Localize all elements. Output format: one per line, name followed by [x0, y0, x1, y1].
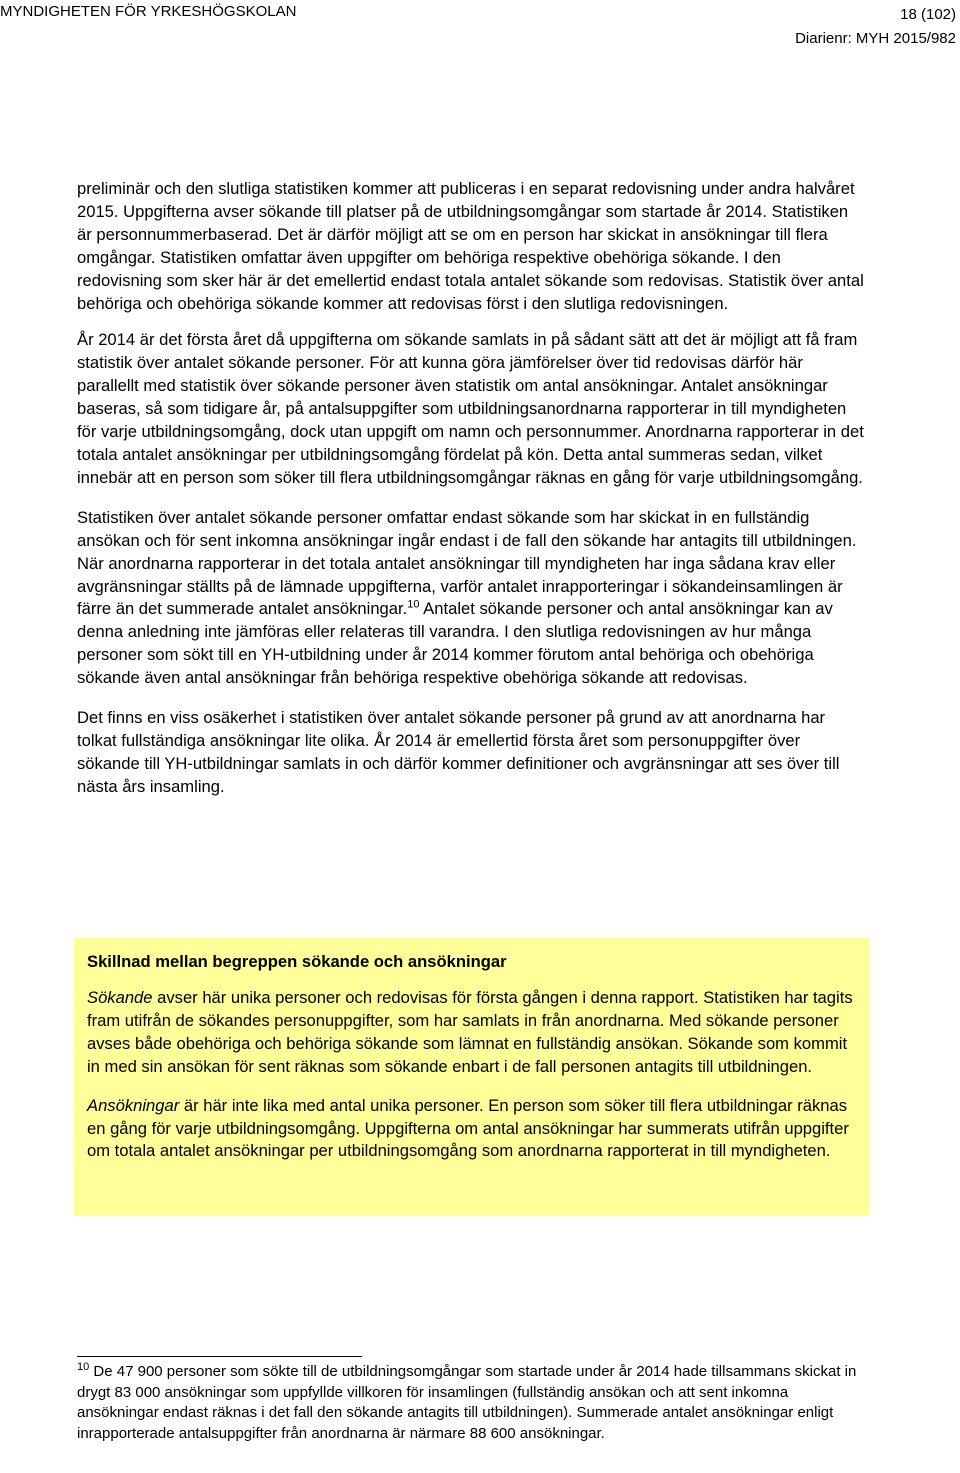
footnote	[77, 1362, 867, 1444]
definition-box-title: Skillnad mellan begreppen sökande och ansökningar	[87, 952, 507, 971]
agency-name: MYNDIGHETEN FÖR YRKESHÖGSKOLAN	[0, 3, 297, 20]
footnote-reference[interactable]: 10	[407, 598, 420, 611]
main-content	[77, 178, 867, 816]
definition-text: är här inte lika med antal unika personer. En person som söker till flera utbildningar räknas en gång för varje utbildningsomgång. Uppgifterna om antal ansökningar har summerats utifrån uppgifter om totala antalet ansökningar per utbildningsomgång som anordnarna rapporterat in till myndigheten.	[87, 1095, 849, 1161]
definition-text: avser här unika personer och redovisas för första gången i denna rapport. Statistiken har tagits fram utifrån de sökandes personuppgifter, som har samlats in från anordnarna. Med sökande personer avses både obehöriga och behöriga sökande som lämnat en fullständig ansökan. Sökande som kommit in med sin ansökan för sent räknas som sökande enbart i de fall personen antagits till utbildningen.	[87, 988, 853, 1076]
term-ansokningar: Ansökningar	[87, 1095, 180, 1115]
paragraph-text: Antalet sökande personer och antal ansökningar kan av denna anledning inte jämföras eller relateras till varandra. I den slutliga redovisningen av hur många personer som sökt till en YH-utbildning under år 2014 kommer förutom antal behöriga och obehöriga sökande även antal ansökningar från behöriga respektive obehöriga sökande att redovisas.	[77, 599, 833, 688]
footnote-divider	[77, 1356, 362, 1357]
footnote-number: 10	[77, 1361, 90, 1373]
term-sokande: Sökande	[87, 988, 153, 1007]
page-number: 18 (102)	[900, 6, 956, 23]
footnote-text: De 47 900 personer som sökte till de utbildningsomgångar som startade under år 2014 hade tillsammans skickat in drygt 83 000 ansökningar som uppfyllde villkoren för insamlingen (fullständig ansökan och att sent inkomna ansökningar endast räknas i det fall den sökande antagits till utbildningen). Summerade antalet ansökningar enligt inrapporterade antalsuppgifter från anordnarna är närmare 88 600 ansökningar.	[77, 1363, 857, 1442]
definition-box	[74, 938, 869, 1216]
header-right	[795, 3, 956, 51]
definition-ansokningar	[87, 1095, 857, 1164]
page-header	[0, 0, 960, 48]
definition-sokande	[87, 987, 857, 1079]
paragraph-text: Statistiken över antalet sökande personer omfattar endast sökande som har skickat in en fullständig ansökan och för sent inkomna ansökningar ingår endast i de fall den sökande har antagits till utbildningen. När anordnarna rapporterar in det totala antalet ansökningar till myndigheten har inga sådana krav eller avgränsningar ställts på de lämnade uppgifterna, varför antalet inrapporteringar i sökandeinsamlingen är färre än det summerade antalet ansökningar.	[77, 507, 857, 619]
paragraph-uncertainty: Det finns en viss osäkerhet i statistiken över antalet sökande personer på grund av att anordnarna har tolkat fullständiga ansökningar lite olika. År 2014 är emellertid första året som personuppgifter över sökande till YH-utbildningar samlats in och därför kommer definitioner och avgränsningar att ses över till nästa års insamling.	[77, 708, 840, 796]
paragraph-first-year: År 2014 är det första året då uppgifterna om sökande samlats in på sådant sätt att det är möjligt att få fram statistik över antalet sökande personer. För att kunna göra jämförelser över tid redovisas därför här parallellt med statistik över sökande personer även statistik om antal ansökningar. Antalet ansökningar baseras, så som tidigare år, på antalsuppgifter som utbildningsanordnarna rapporterar in till myndigheten för varje utbildningsomgång, dock utan uppgift om namn och personnummer. Anordnarna rapporterar in det totala antalet ansökningar per utbildningsomgång fördelat på kön. Detta antal summeras sedan, vilket innebär att en person som söker till flera utbildningsomgångar räknas en gång för varje utbildningsomgång.	[77, 330, 864, 487]
paragraph-applicants-scope	[77, 507, 867, 690]
diarienummer: Diarienr: MYH 2015/982	[795, 30, 956, 47]
paragraph-statistics-intro: preliminär och den slutliga statistiken kommer att publiceras i en separat redovisning under andra halvåret 2015. Uppgifterna avser sökande till platser på de utbildningsomgångar som startade år 2014. Statistiken är personnummerbaserad. Det är därför möjligt att se om en person har skickat in ansökningar till flera omgångar. Statistiken omfattar även uppgifter om behöriga respektive obehöriga sökande. I den redovisning som sker här är det emellertid endast totala antalet sökande som redovisas. Statistik över antal behöriga och obehöriga sökande kommer att redovisas först i den slutliga redovisningen.	[77, 179, 864, 313]
